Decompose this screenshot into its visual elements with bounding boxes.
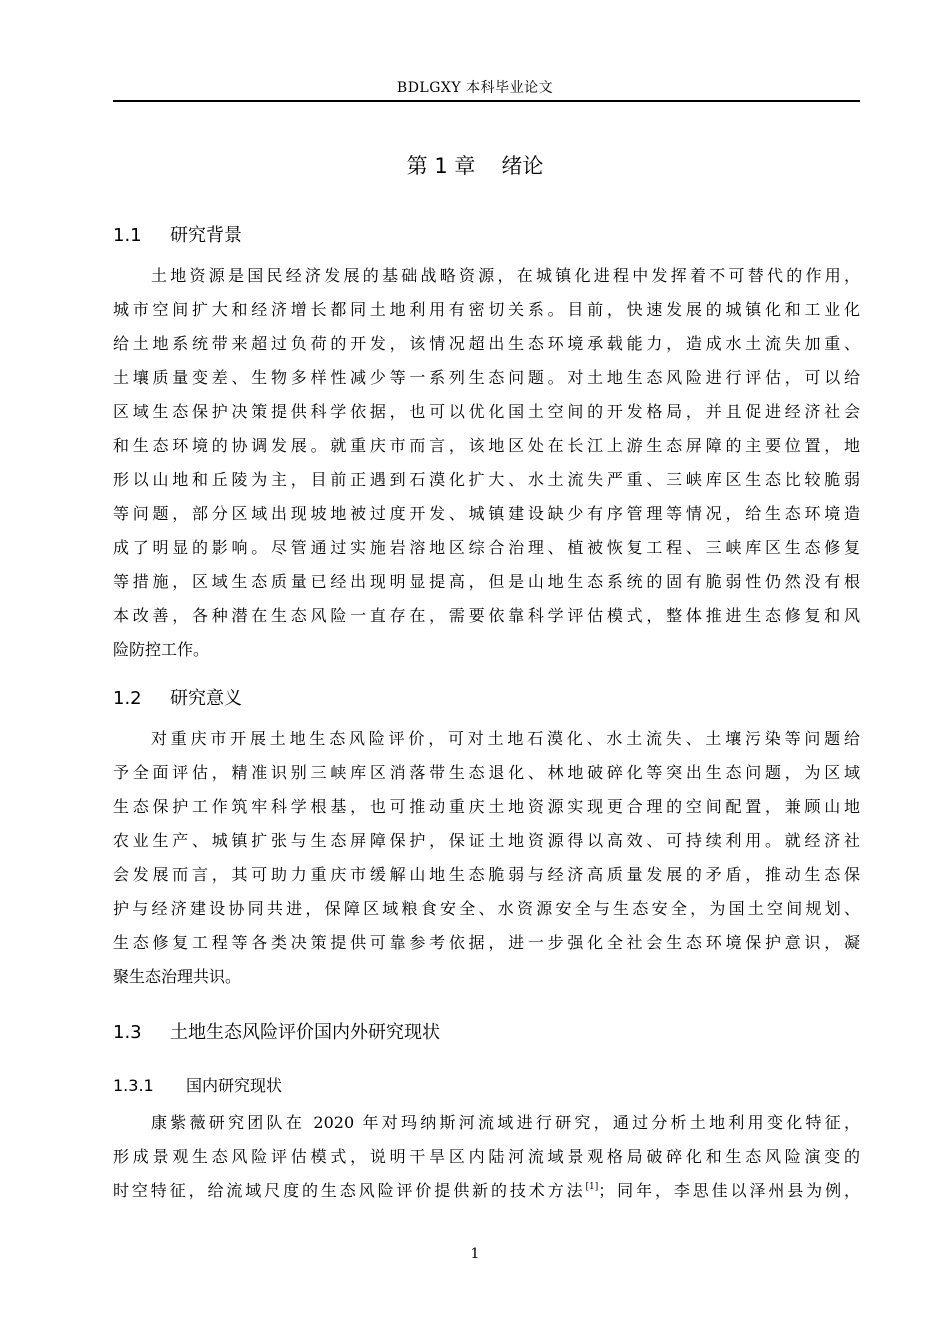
- paragraph-line: 土壤质量变差、生物多样性减少等一系列生态问题。对土地生态风险进行评估，可以给: [113, 368, 860, 387]
- line-text: 时空特征，给流域尺度的生态风险评价提供新的技术方法: [113, 1181, 586, 1200]
- paragraph-line: 生态保护工作筑牢科学根基，也可推动重庆土地资源实现更合理的空间配置，兼顾山地: [113, 797, 860, 816]
- paragraph-line: 聚生态治理共识。: [113, 967, 242, 986]
- paragraph-line: 等问题，部分区域出现坡地被过度开发、城镇建设缺少有序管理等情况，给生态环境造: [113, 504, 860, 523]
- paragraph-line: 生态修复工程等各类决策提供可靠参考依据，进一步强化全社会生态环境保护意识，凝: [113, 933, 860, 952]
- paragraph-line: 土地资源是国民经济发展的基础战略资源，在城镇化进程中发挥着不可替代的作用，: [151, 266, 860, 285]
- citation-reference[interactable]: [1]: [585, 1182, 599, 1192]
- paragraph-line: 康紫薇研究团队在 2020 年对玛纳斯河流域进行研究，通过分析土地利用变化特征，: [151, 1113, 860, 1132]
- chapter-name: 绪论: [501, 154, 544, 178]
- subsection-number: 1.3.1: [113, 1076, 154, 1095]
- chapter-title: [0, 150, 950, 180]
- paragraph-domestic-research: [113, 1106, 860, 1208]
- paragraph-line: [113, 1174, 860, 1208]
- paragraph-significance: [113, 722, 860, 994]
- paragraph-line: 本改善，各种潜在生态风险一直存在，需要依靠科学评估模式，整体推进生态修复和风: [113, 606, 860, 625]
- paragraph-line: 形以山地和丘陵为主，目前正遇到石漠化扩大、水土流失严重、三峡库区生态比较脆弱: [113, 470, 860, 489]
- section-title: 研究意义: [170, 688, 242, 709]
- paragraph-line: 护与经济建设协同共进，保障区域粮食安全、水资源安全与生态安全，为国土空间规划、: [113, 899, 860, 918]
- page-number: 1: [470, 1246, 480, 1262]
- paragraph-line: 会发展而言，其可助力重庆市缓解山地生态脆弱与经济高质量发展的矛盾，推动生态保: [113, 865, 860, 884]
- paragraph-line: 农业生产、城镇扩张与生态屏障保护，保证土地资源得以高效、可持续利用。就经济社: [113, 831, 860, 850]
- paragraph-line: 区域生态保护决策提供科学依据，也可以优化国土空间的开发格局，并且促进经济社会: [113, 402, 860, 421]
- section-title: 研究背景: [170, 225, 242, 246]
- section-heading-1-1: [113, 221, 242, 247]
- chapter-number: 第 1 章: [406, 154, 476, 178]
- subsection-heading-1-3-1: [113, 1073, 282, 1096]
- section-number: 1.2: [113, 688, 142, 709]
- paragraph-line: 等措施，区域生态质量已经出现明显提高，但是山地生态系统的固有脆弱性仍然没有根: [113, 572, 860, 591]
- paragraph-line: 予全面评估，精准识别三峡库区消落带生态退化、林地破碎化等突出生态问题，为区域: [113, 763, 860, 782]
- paragraph-line: 形成景观生态风险评估模式，说明干旱区内陆河流域景观格局破碎化和生态风险演变的: [113, 1147, 860, 1166]
- paragraph-line: 成了明显的影响。尽管通过实施岩溶地区综合治理、植被恢复工程、三峡库区生态修复: [113, 538, 860, 557]
- section-title: 土地生态风险评价国内外研究现状: [170, 1022, 440, 1043]
- section-number: 1.3: [113, 1022, 142, 1043]
- paragraph-line: 和生态环境的协调发展。就重庆市而言，该地区处在长江上游生态屏障的主要位置，地: [113, 436, 860, 455]
- paragraph-line: 险防控工作。: [113, 640, 210, 659]
- section-number: 1.1: [113, 225, 142, 246]
- line-text: ；同年，李思佳以泽州县为例，: [598, 1181, 860, 1200]
- paragraph-line: 对重庆市开展土地生态风险评价，可对土地石漠化、水土流失、土壤污染等问题给: [151, 729, 860, 748]
- section-heading-1-3: [113, 1018, 440, 1044]
- section-heading-1-2: [113, 684, 242, 710]
- paragraph-line: 城市空间扩大和经济增长都同土地利用有密切关系。目前，快速发展的城镇化和工业化: [113, 300, 860, 319]
- paragraph-line: 给土地系统带来超过负荷的开发，该情况超出生态环境承载能力，造成水土流失加重、: [113, 334, 860, 353]
- header-rule: [113, 100, 860, 102]
- paragraph-background: [113, 259, 860, 667]
- running-header: BDLGXY 本科毕业论文: [396, 80, 554, 96]
- subsection-title: 国内研究现状: [186, 1076, 283, 1095]
